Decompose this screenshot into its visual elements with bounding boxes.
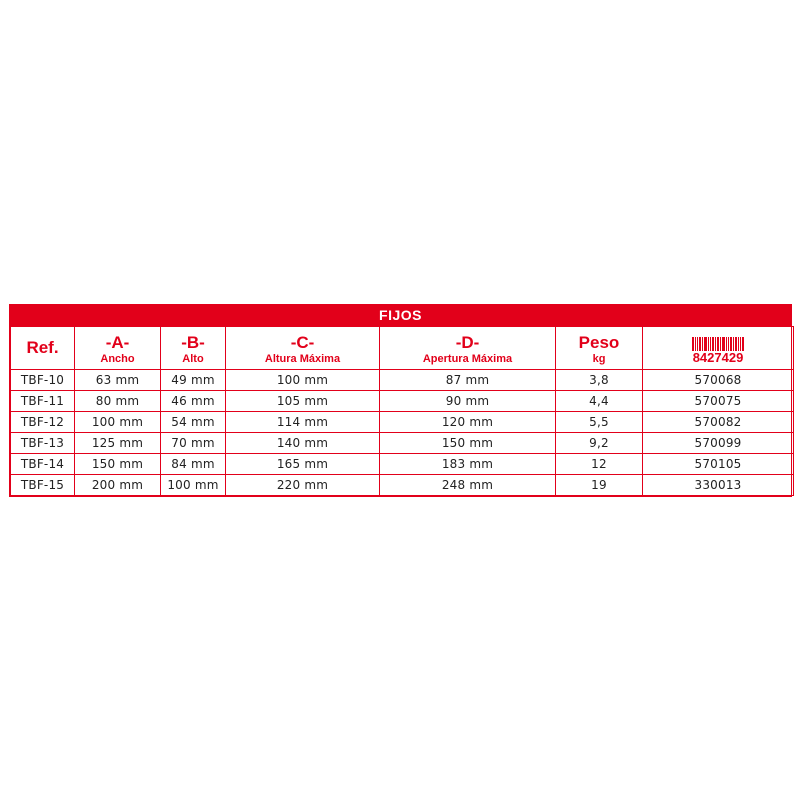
cell-code: 570105 — [643, 454, 794, 475]
header-c-label: -C- — [290, 333, 315, 352]
header-ref: Ref. — [11, 327, 75, 370]
header-a — [75, 327, 161, 370]
cell-ref: TBF-10 — [11, 370, 75, 391]
cell-peso: 9,2 — [556, 433, 643, 454]
cell-peso: 19 — [556, 475, 643, 496]
cell-b: 54 mm — [161, 412, 226, 433]
header-b-sub: Alto — [182, 353, 204, 365]
cell-a: 125 mm — [75, 433, 161, 454]
cell-peso: 3,8 — [556, 370, 643, 391]
table-row — [11, 391, 794, 412]
header-ean-prefix: 8427429 — [692, 350, 744, 365]
table-body — [11, 370, 794, 496]
header-b — [161, 327, 226, 370]
cell-a: 63 mm — [75, 370, 161, 391]
header-c-sub: Altura Máxima — [264, 353, 341, 365]
header-peso — [556, 327, 643, 370]
table-row — [11, 454, 794, 475]
cell-a: 200 mm — [75, 475, 161, 496]
cell-code: 330013 — [643, 475, 794, 496]
table-row — [11, 475, 794, 496]
header-ean — [643, 327, 794, 370]
spec-table — [9, 304, 792, 497]
barcode-icon — [692, 337, 744, 351]
cell-c: 105 mm — [226, 391, 380, 412]
cell-a: 150 mm — [75, 454, 161, 475]
header-peso-sub: kg — [592, 353, 606, 365]
header-d — [380, 327, 556, 370]
cell-c: 220 mm — [226, 475, 380, 496]
header-b-label: -B- — [181, 333, 205, 352]
product-table — [10, 326, 794, 496]
header-row — [11, 327, 794, 370]
cell-a: 100 mm — [75, 412, 161, 433]
cell-d: 150 mm — [380, 433, 556, 454]
cell-ref: TBF-12 — [11, 412, 75, 433]
cell-c: 114 mm — [226, 412, 380, 433]
cell-ref: TBF-15 — [11, 475, 75, 496]
cell-d: 248 mm — [380, 475, 556, 496]
table-row — [11, 433, 794, 454]
cell-b: 100 mm — [161, 475, 226, 496]
section-title: FIJOS — [10, 305, 791, 326]
header-peso-label: Peso — [578, 333, 620, 352]
cell-ref: TBF-14 — [11, 454, 75, 475]
table-row — [11, 370, 794, 391]
cell-c: 100 mm — [226, 370, 380, 391]
cell-c: 165 mm — [226, 454, 380, 475]
cell-b: 49 mm — [161, 370, 226, 391]
cell-b: 84 mm — [161, 454, 226, 475]
cell-b: 70 mm — [161, 433, 226, 454]
header-c — [226, 327, 380, 370]
cell-code: 570099 — [643, 433, 794, 454]
cell-code: 570082 — [643, 412, 794, 433]
header-d-sub: Apertura Máxima — [422, 353, 513, 365]
cell-ref: TBF-13 — [11, 433, 75, 454]
cell-code: 570075 — [643, 391, 794, 412]
cell-c: 140 mm — [226, 433, 380, 454]
table-row — [11, 412, 794, 433]
cell-peso: 12 — [556, 454, 643, 475]
header-d-label: -D- — [455, 333, 480, 352]
header-a-sub: Ancho — [100, 353, 135, 365]
cell-code: 570068 — [643, 370, 794, 391]
cell-peso: 5,5 — [556, 412, 643, 433]
cell-peso: 4,4 — [556, 391, 643, 412]
cell-a: 80 mm — [75, 391, 161, 412]
cell-d: 90 mm — [380, 391, 556, 412]
cell-b: 46 mm — [161, 391, 226, 412]
header-a-label: -A- — [105, 333, 130, 352]
cell-ref: TBF-11 — [11, 391, 75, 412]
cell-d: 183 mm — [380, 454, 556, 475]
cell-d: 120 mm — [380, 412, 556, 433]
cell-d: 87 mm — [380, 370, 556, 391]
